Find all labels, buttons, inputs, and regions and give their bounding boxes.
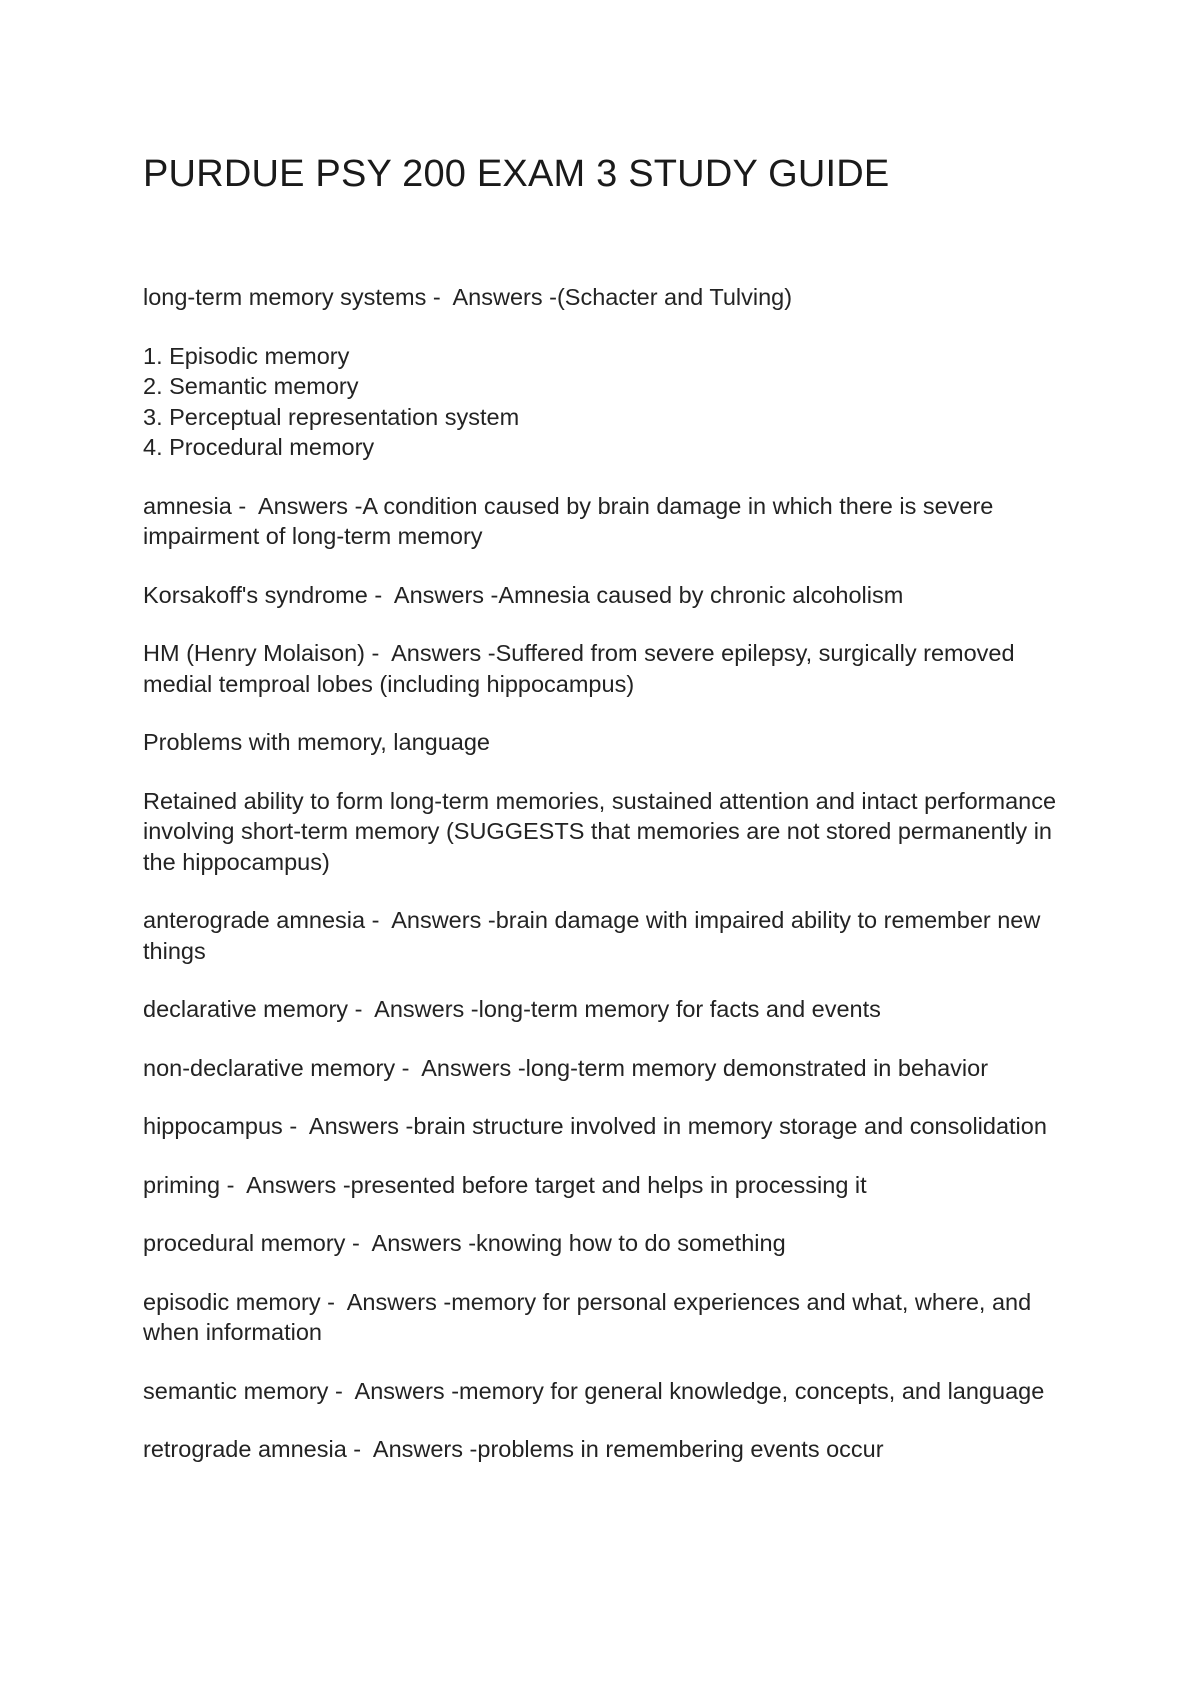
memory-systems-list bbox=[143, 341, 1083, 463]
entry-answer: Suffered from severe epilepsy, surgically removed medial temproal lobes (including hippocampus) bbox=[143, 640, 1015, 697]
list-item: 2. Semantic memory bbox=[143, 373, 359, 399]
entry-episodic-memory bbox=[143, 1287, 1083, 1348]
entry-answer: knowing how to do something bbox=[476, 1230, 786, 1256]
entry-answer: brain structure involved in memory storage and consolidation bbox=[413, 1113, 1047, 1139]
entry-term: episodic memory bbox=[143, 1288, 321, 1315]
entry-separator: - Answers - bbox=[365, 907, 496, 933]
entry-retrograde-amnesia bbox=[143, 1434, 1083, 1465]
entry-separator: - Answers - bbox=[346, 1436, 478, 1462]
entry-priming bbox=[143, 1170, 1083, 1201]
list-item: 1. Episodic memory bbox=[143, 342, 350, 369]
entry-answer: long-term memory demonstrated in behavior bbox=[525, 1054, 989, 1081]
entry-term: declarative memory bbox=[143, 996, 349, 1022]
entry-answer: (Schacter and Tulving) bbox=[556, 284, 793, 310]
entry-hm-henry-molaison bbox=[143, 638, 1083, 699]
entry-term: semantic memory bbox=[143, 1377, 329, 1404]
list-item: 3. Perceptual representation system bbox=[143, 403, 520, 430]
hm-note: Problems with memory, language bbox=[143, 729, 490, 755]
hm-note: Retained ability to form long-term memories, sustained attention and intact performance involving short-term memory (SUGGESTS that memories are not stored permanently in the hippocampus) bbox=[143, 787, 1057, 875]
entry-term: long-term memory systems bbox=[143, 284, 427, 310]
entry-term: hippocampus bbox=[143, 1113, 283, 1139]
entry-amnesia bbox=[143, 491, 1083, 552]
entry-korsakoffs-syndrome bbox=[143, 580, 1083, 611]
entry-answer: memory for personal experiences and what, where, and when information bbox=[143, 1288, 1032, 1345]
entry-term: retrograde amnesia bbox=[143, 1436, 347, 1462]
entry-term: amnesia bbox=[143, 492, 232, 519]
entry-answer: Amnesia caused by chronic alcoholism bbox=[498, 581, 904, 608]
entry-term: non-declarative memory bbox=[143, 1054, 396, 1081]
entry-answer: long-term memory for facts and events bbox=[478, 996, 881, 1022]
entry-separator: - Answers - bbox=[282, 1113, 414, 1139]
entry-separator: - Answers - bbox=[220, 1171, 351, 1198]
entry-long-term-memory-systems bbox=[143, 282, 1083, 313]
entry-semantic-memory bbox=[143, 1376, 1083, 1407]
entry-separator: - Answers - bbox=[426, 284, 557, 310]
entry-term: Korsakoff's syndrome bbox=[143, 581, 368, 608]
list-item: 4. Procedural memory bbox=[143, 434, 375, 460]
entry-answer: presented before target and helps in processing it bbox=[350, 1171, 867, 1198]
entry-answer: memory for general knowledge, concepts, and language bbox=[459, 1377, 1045, 1404]
entry-separator: - Answers - bbox=[345, 1230, 477, 1256]
entry-separator: - Answers - bbox=[395, 1054, 526, 1081]
entry-separator: - Answers - bbox=[365, 640, 496, 666]
entry-term: priming bbox=[143, 1171, 221, 1198]
entry-separator: - Answers - bbox=[367, 581, 499, 608]
entry-term: anterograde amnesia bbox=[143, 907, 366, 933]
document-title: PURDUE PSY 200 EXAM 3 STUDY GUIDE bbox=[143, 153, 890, 195]
entry-declarative-memory bbox=[143, 994, 1083, 1025]
entry-separator: - Answers - bbox=[320, 1288, 452, 1315]
entry-answer: brain damage with impaired ability to remember new things bbox=[143, 907, 1041, 964]
entry-non-declarative-memory bbox=[143, 1053, 1083, 1084]
entry-procedural-memory bbox=[143, 1228, 1083, 1259]
entry-separator: - Answers - bbox=[328, 1377, 460, 1404]
entry-hippocampus bbox=[143, 1111, 1083, 1142]
entry-anterograde-amnesia bbox=[143, 905, 1083, 966]
entry-answer: A condition caused by brain damage in which there is severe impairment of long-term memory bbox=[143, 492, 994, 549]
entry-answer: problems in remembering events occur bbox=[477, 1436, 884, 1462]
entry-separator: - Answers - bbox=[231, 492, 363, 519]
document-content bbox=[143, 152, 1083, 1493]
entry-term: procedural memory bbox=[143, 1230, 346, 1256]
entry-separator: - Answers - bbox=[348, 996, 479, 1022]
entry-term: HM (Henry Molaison) bbox=[143, 640, 365, 666]
